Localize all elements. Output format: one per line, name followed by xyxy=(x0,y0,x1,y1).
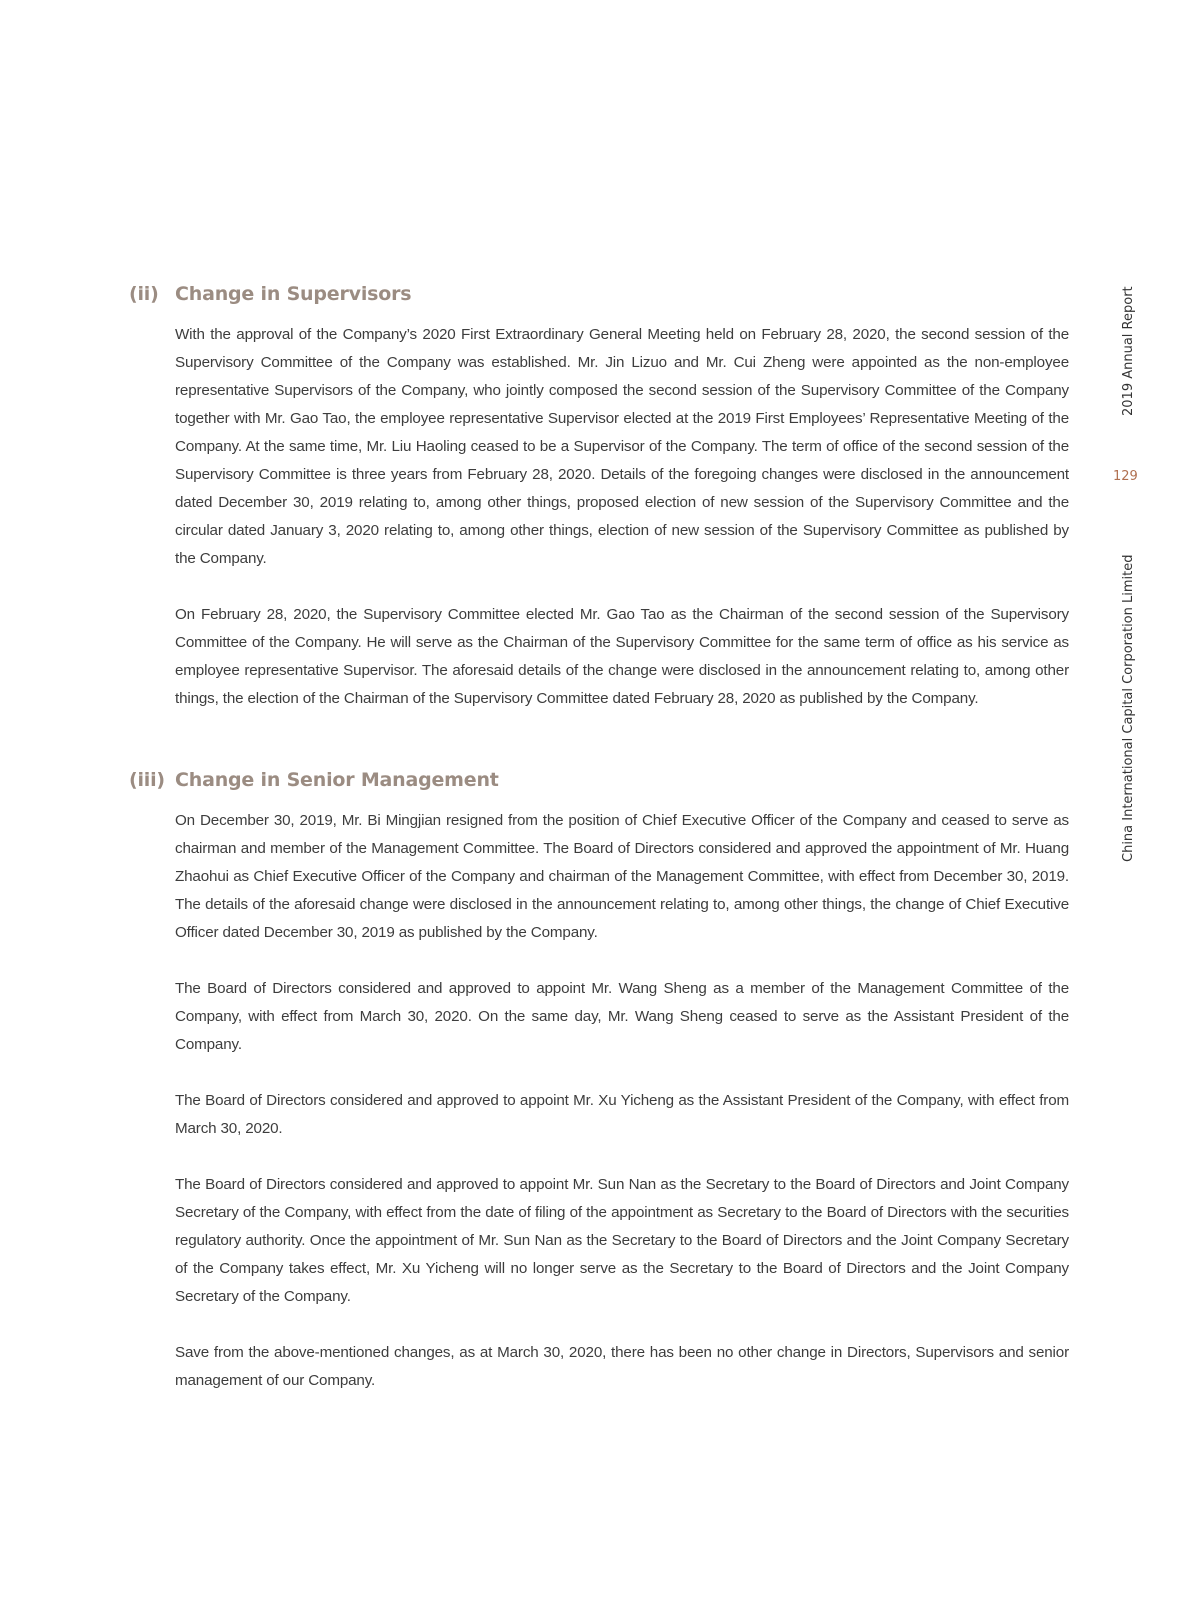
section-title: Change in Senior Management xyxy=(175,769,499,791)
paragraph-management-5: Save from the above-mentioned changes, as at March 30, 2020, there has been no other change in Directors, Supervisors and senior management of our Company. xyxy=(175,1344,1069,1389)
paragraph-management-4: The Board of Directors considered and approved to appoint Mr. Sun Nan as the Secretary to the Board of Directors and Joint Company Secretary of the Company, with effect from the date of filing of the appointment as Secretary to the Board of Directors with the securities regulatory authority. Once the appointment of Mr. Sun Nan as the Secretary to the Board of Directors and the Joint Company Secretary of the Company takes effect, Mr. Xu Yicheng will no longer serve as the Secretary to the Board of Directors and the Joint Company Secretary of the Company. xyxy=(175,1176,1069,1305)
section-title: Change in Supervisors xyxy=(175,283,412,305)
page-number: 129 xyxy=(1113,469,1138,484)
section-number: (iii) xyxy=(129,769,165,791)
paragraph-management-3: The Board of Directors considered and approved to appoint Mr. Xu Yicheng as the Assistant President of the Company, with effect from March 30, 2020. xyxy=(175,1092,1069,1137)
section-heading-change-in-senior-management xyxy=(129,769,499,791)
paragraph-management-2: The Board of Directors considered and approved to appoint Mr. Wang Sheng as a member of the Management Committee of the Company, with effect from March 30, 2020. On the same day, Mr. Wang Sheng ceased to serve as the Assistant President of the Company. xyxy=(175,980,1069,1053)
paragraph-management-1: On December 30, 2019, Mr. Bi Mingjian resigned from the position of Chief Executive Officer of the Company and ceased to serve as chairman and member of the Management Committee. The Board of Directors considered and approved the appointment of Mr. Huang Zhaohui as Chief Executive Officer of the Company and chairman of the Management Committee, with effect from December 30, 2019. The details of the aforesaid change were disclosed in the announcement relating to, among other things, the change of Chief Executive Officer dated December 30, 2019 as published by the Company. xyxy=(175,812,1069,941)
paragraph-supervisors-1: With the approval of the Company’s 2020 First Extraordinary General Meeting held on February 28, 2020, the second session of the Supervisory Committee of the Company was established. Mr. Jin Lizuo and Mr. Cui Zheng were appointed as the non-employee representative Supervisors of the Company, who jointly composed the second session of the Supervisory Committee of the Company together with Mr. Gao Tao, the employee representative Supervisor elected at the 2019 First Employees’ Representative Meeting of the Company. At the same time, Mr. Liu Haoling ceased to be a Supervisor of the Company. The term of office of the second session of the Supervisory Committee is three years from February 28, 2020. Details of the foregoing changes were disclosed in the announcement dated December 30, 2019 relating to, among other things, proposed election of new session of the Supervisory Committee and the circular dated January 3, 2020 relating to, among other things, election of new session of the Supervisory Committee as published by the Company. xyxy=(175,326,1069,567)
company-name-vertical: China International Capital Corporation Limited xyxy=(1121,554,1136,862)
paragraph-supervisors-2: On February 28, 2020, the Supervisory Committee elected Mr. Gao Tao as the Chairman of the second session of the Supervisory Committee of the Company. He will serve as the Chairman of the Supervisory Committee for the same term of office as his service as employee representative Supervisor. The aforesaid details of the change were disclosed in the announcement relating to, among other things, the election of the Chairman of the Supervisory Committee dated February 28, 2020 as published by the Company. xyxy=(175,606,1069,707)
section-heading-change-in-supervisors xyxy=(129,283,411,305)
section-number: (ii) xyxy=(129,283,159,305)
report-title-vertical: 2019 Annual Report xyxy=(1121,286,1136,416)
